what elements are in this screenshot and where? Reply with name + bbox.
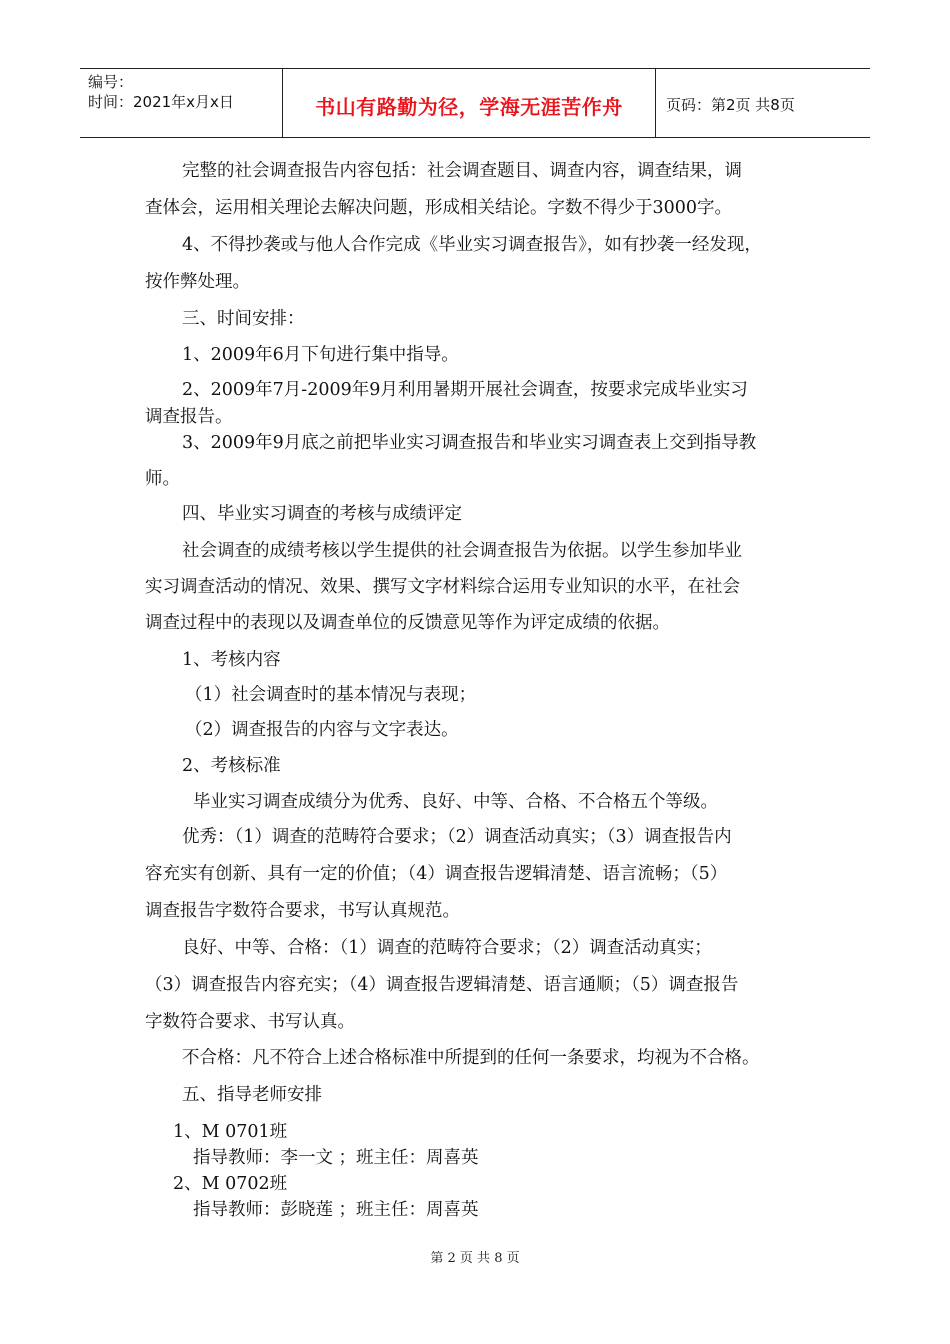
- body-line: 字数符合要求、书写认真。: [145, 1012, 355, 1032]
- body-line: 调查报告字数符合要求，书写认真规范。: [145, 901, 460, 921]
- body-line: 毕业实习调查成绩分为优秀、良好、中等、合格、不合格五个等级。: [193, 792, 718, 812]
- body-line: （1）社会调查时的基本情况与表现；: [185, 685, 477, 705]
- class-item: 1、M 0701班: [173, 1122, 288, 1142]
- body-line: 2、2009年7月-2009年9月利用暑期开展社会调查，按要求完成毕业实习: [182, 380, 748, 400]
- body-line: 3、2009年9月底之前把毕业实习调查报告和毕业实习调查表上交到指导教: [182, 433, 757, 453]
- header-motto-cell: [283, 69, 656, 137]
- body-line: （3）调查报告内容充实；（4）调查报告逻辑清楚、语言通顺；（5）调查报告: [145, 975, 739, 995]
- section-heading: 四、毕业实习调查的考核与成绩评定: [182, 504, 462, 524]
- advisor-line: 指导教师：李一文 ；班主任：周喜英: [193, 1148, 479, 1168]
- body-line: 优秀：（1）调查的范畴符合要求；（2）调查活动真实；（3）调查报告内: [182, 827, 732, 847]
- body-line: 良好、中等、合格：（1）调查的范畴符合要求；（2）调查活动真实；: [182, 938, 712, 958]
- body-line: （2）调查报告的内容与文字表达。: [185, 720, 459, 740]
- body-line: 容充实有创新、具有一定的价值；（4）调查报告逻辑清楚、语言流畅；（5）: [145, 864, 728, 884]
- section-heading: 五、指导老师安排: [182, 1085, 322, 1105]
- header-page-cell: [656, 69, 870, 137]
- header-meta-cell: [80, 69, 283, 137]
- body-line: 不合格：凡不符合上述合格标准中所提到的任何一条要求，均视为不合格。: [182, 1048, 760, 1068]
- body-line: 师。: [145, 469, 180, 489]
- body-line: 调查报告。: [145, 407, 233, 427]
- page-footer: 第 2 页 共 8 页: [430, 1251, 520, 1266]
- body-line: 调查过程中的表现以及调查单位的反馈意见等作为评定成绩的依据。: [145, 613, 670, 633]
- header-page-info: 页码：第2页 共8页: [666, 96, 795, 114]
- body-line: 实习调查活动的情况、效果、撰写文字材料综合运用专业知识的水平，在社会: [145, 577, 740, 597]
- body-line: 1、2009年6月下旬进行集中指导。: [182, 345, 459, 365]
- body-line: 完整的社会调查报告内容包括：社会调查题目、调查内容，调查结果，调: [182, 161, 742, 181]
- subsection-heading: 1、考核内容: [182, 650, 281, 670]
- class-item: 2、M 0702班: [173, 1174, 288, 1194]
- document-time-label: 时间：2021年x月x日: [88, 93, 234, 111]
- page-header: [80, 68, 870, 138]
- header-motto: 书山有路勤为径，学海无涯苦作舟: [315, 95, 623, 119]
- subsection-heading: 2、考核标准: [182, 756, 281, 776]
- body-line: 查体会，运用相关理论去解决问题，形成相关结论。字数不得少于3000字。: [145, 198, 733, 218]
- body-line: 按作弊处理。: [145, 272, 250, 292]
- body-line: 4、不得抄袭或与他人合作完成《毕业实习调查报告》，如有抄袭一经发现，: [182, 235, 762, 255]
- advisor-line: 指导教师：彭晓莲 ；班主任：周喜英: [193, 1200, 479, 1220]
- section-heading: 三、时间安排：: [182, 309, 305, 329]
- document-number-label: 编号：: [88, 73, 134, 91]
- body-line: 社会调查的成绩考核以学生提供的社会调查报告为依据。以学生参加毕业: [182, 541, 742, 561]
